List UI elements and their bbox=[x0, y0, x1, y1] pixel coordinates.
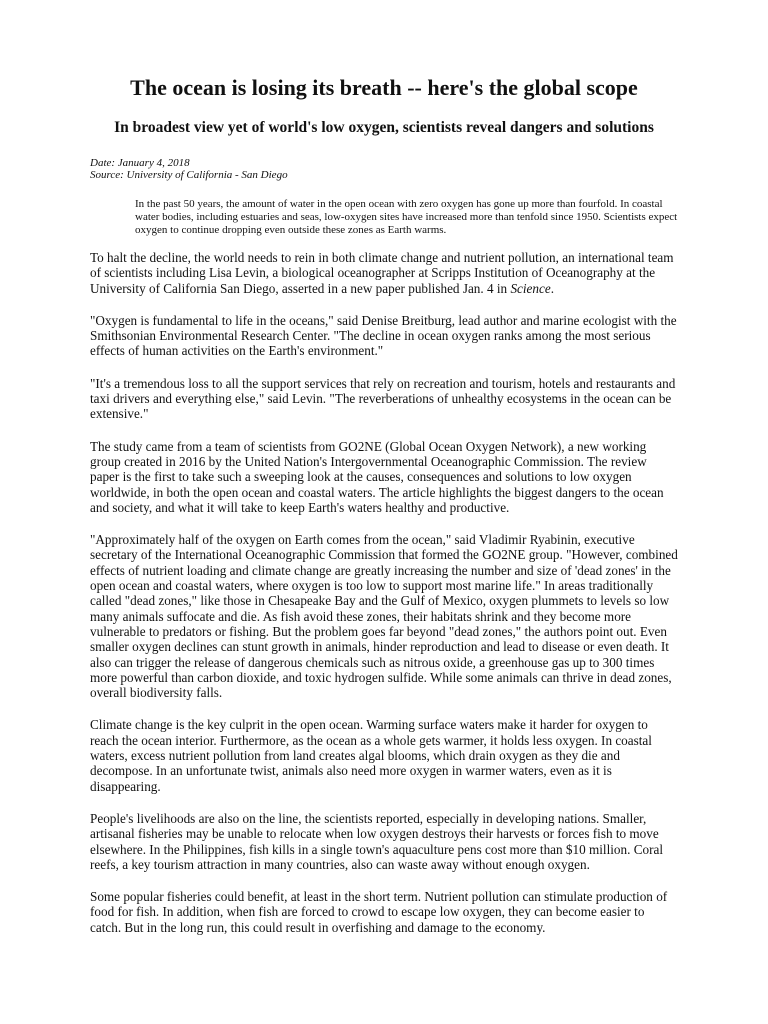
article-meta bbox=[90, 157, 678, 181]
body-paragraph bbox=[90, 250, 678, 296]
paragraph-end: . bbox=[550, 280, 554, 296]
article-body bbox=[90, 250, 678, 935]
source-line: Source: University of California - San Diego bbox=[90, 169, 288, 181]
article-subtitle: In broadest view yet of world's low oxygen, scientists reveal dangers and solutions bbox=[114, 119, 654, 136]
paragraph-text: To halt the decline, the world needs to rein in both climate change and nutrient pollution, an international team of scientists including Lisa Levin, a biological oceanographer at Scripps Institution of Oceanography at the University of California San Diego, asserted in a new paper published Jan. 4 in bbox=[90, 250, 674, 296]
body-paragraph: The study came from a team of scientists from GO2NE (Global Ocean Oxygen Network), a new working group created in 2016 by the United Nation's Intergovernmental Oceanographic Commission. The review paper is the first to take such a sweeping look at the causes, consequences and solutions to low oxygen worldwide, in both the open ocean and coastal waters. The article highlights the biggest dangers to the ocean and society, and what it will take to keep Earth's waters healthy and productive. bbox=[90, 438, 664, 515]
body-paragraph: "It's a tremendous loss to all the support services that rely on recreation and tourism, hotels and restaurants and taxi drivers and everything else," said Levin. "The reverberations of unhealthy ecosystems in the ocean can be extensive." bbox=[90, 375, 676, 422]
body-paragraph: People's livelihoods are also on the line, the scientists reported, especially in developing nations. Smaller, artisanal fisheries may be unable to relocate when low oxygen destroys their harvests or forces fish to move elsewhere. In the Philippines, fish kills in a single town's aquaculture pens cost more than $10 million. Coral reefs, a key tourism attraction in many countries, also can waste away without enough oxygen. bbox=[90, 810, 663, 872]
article-title: The ocean is losing its breath -- here's the global scope bbox=[130, 75, 638, 100]
body-paragraph: "Approximately half of the oxygen on Earth comes from the ocean," said Vladimir Ryabinin, executive secretary of the International Oceanographic Commission that formed the GO2NE group. "However, combined effects of nutrient loading and climate change are greatly increasing the number and size of 'dead zones' in the open ocean and coastal waters, where oxygen is too low to support most marine life." In areas traditionally called "dead zones," like those in Chesapeake Bay and the Gulf of Mexico, oxygen plummets to levels so low many animals suffocate and die. As fish avoid these zones, their habitats shrink and they become more vulnerable to predators or fishing. But the problem goes far beyond "dead zones," the authors point out. Even smaller oxygen declines can stunt growth in animals, hinder reproduction and lead to disease or even death. It also can trigger the release of dangerous chemicals such as nitrous oxide, a greenhouse gas up to 300 times more powerful than carbon dioxide, and toxic hydrogen sulfide. While some animals can thrive in dead zones, overall biodiversity falls. bbox=[90, 532, 678, 701]
body-paragraph: Some popular fisheries could benefit, at least in the short term. Nutrient pollution can stimulate production of food for fish. In addition, when fish are forced to crowd to escape low oxygen, they can become easier to catch. But in the long run, this could result in overfishing and damage to the economy. bbox=[90, 889, 668, 935]
body-paragraph: "Oxygen is fundamental to life in the oceans," said Denise Breitburg, lead author and marine ecologist with the Smithsonian Environmental Research Center. "The decline in ocean oxygen ranks among the most serious effects of human activities on the Earth's environment." bbox=[90, 312, 677, 359]
date-line: Date: January 4, 2018 bbox=[90, 157, 190, 169]
article-summary: In the past 50 years, the amount of water in the open ocean with zero oxygen has gone up more than fourfold. In coastal water bodies, including estuaries and seas, low-oxygen sites have increased more than tenfold since 1950. Scientists expect oxygen to continue dropping even outside these zones as Earth warms. bbox=[135, 198, 678, 236]
body-paragraph: Climate change is the key culprit in the open ocean. Warming surface waters make it harder for oxygen to reach the ocean interior. Furthermore, as the ocean as a whole gets warmer, it holds less oxygen. In coastal waters, excess nutrient pollution from land creates algal blooms, which drain oxygen as they die and decompose. In an unfortunate twist, animals also need more oxygen in warmer waters, even as it is disappearing. bbox=[90, 717, 652, 794]
journal-name: Science bbox=[510, 280, 551, 296]
